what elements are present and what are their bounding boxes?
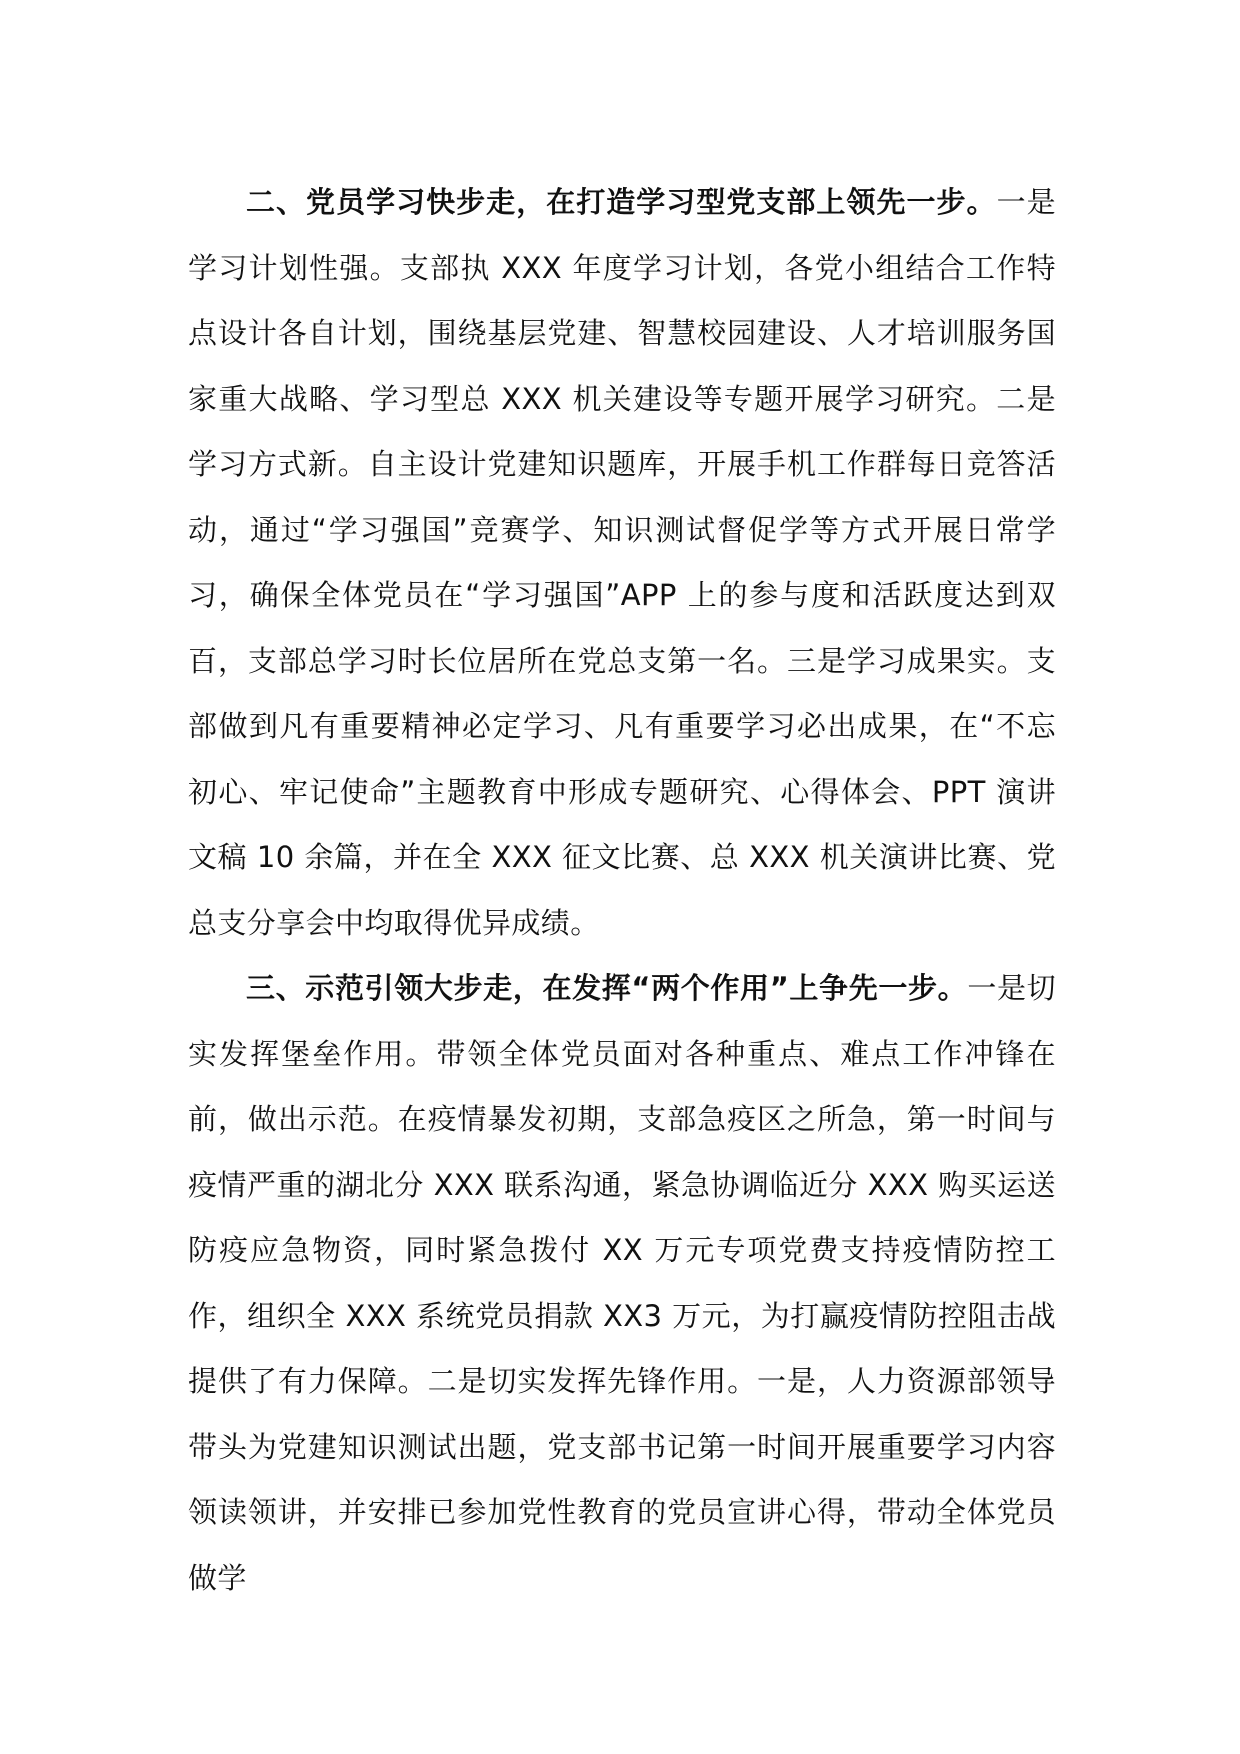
paragraph-2 (188, 170, 1056, 956)
paragraph-2-text: 一是学习计划性强。支部执 XXX 年度学习计划，各党小组结合工作特点设计各自计划，围绕基层党建、智慧校园建设、人才培训服务国家重大战略、学习型总 XXX 机关建设等专题开展学习研究。二是学习方式新。自主设计党建知识题库，开展手机工作群每日竞答活动，通过“学习强国”竞赛学、知识测试督促学等方式开展日常学习，确保全体党员在“学习强国”APP 上的参与度和活跃度达到双百，支部总学习时长位居所在党总支第一名。三是学习成果实。支部做到凡有重要精神必定学习、凡有重要学习必出成果，在“不忘初心、牢记使命”主题教育中形成专题研究、心得体会、PPT 演讲文稿 10 余篇，并在全 XXX 征文比赛、总 XXX 机关演讲比赛、党总支分享会中均取得优异成绩。 (188, 185, 1057, 940)
paragraph-3-heading: 三、示范引领大步走，在发挥“两个作用”上争先一步。 (246, 971, 968, 1005)
paragraph-2-heading: 二、党员学习快步走，在打造学习型党支部上领先一步。 (246, 185, 997, 219)
paragraph-3-text: 一是切实发挥堡垒作用。带领全体党员面对各种重点、难点工作冲锋在前，做出示范。在疫情暴发初期，支部急疫区之所急，第一时间与疫情严重的湖北分 XXX 联系沟通，紧急协调临近分 XXX 购买运送防疫应急物资，同时紧急拨付 XX 万元专项党费支持疫情防控工作，组织全 XXX 系统党员捐款 XX3 万元，为打赢疫情防控阻击战提供了有力保障。二是切实发挥先锋作用。一是，人力资源部领导带头为党建知识测试出题，党支部书记第一时间开展重要学习内容领读领讲，并安排已参加党性教育的党员宣讲心得，带动全体党员做学 (188, 971, 1057, 1595)
document-body (188, 170, 1056, 1611)
paragraph-3 (188, 956, 1056, 1611)
